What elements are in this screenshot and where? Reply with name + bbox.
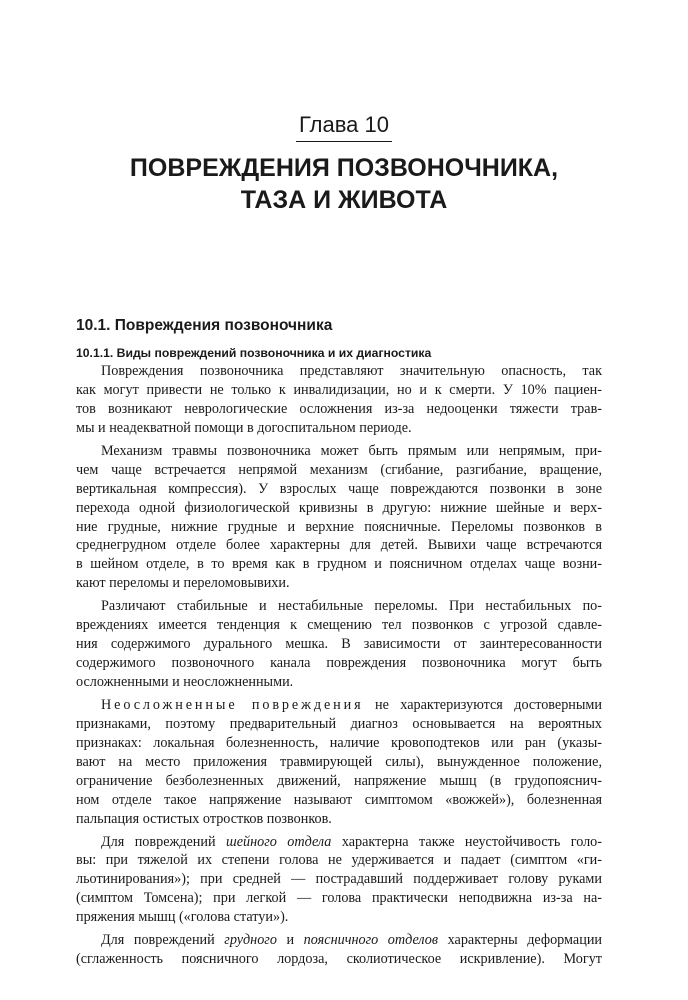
chapter-title-line: ТАЗА И ЖИВОТА — [240, 186, 448, 214]
text-line: пальпация остистых отростков позвонков. — [76, 810, 332, 827]
spaced-emphasis: Неосложненные повреждения — [101, 696, 364, 713]
subsection-heading: 10.1.1. Виды повреждений позвоночника и их диагностика — [76, 346, 432, 360]
paragraph-6 — [76, 931, 602, 969]
text-line: признаках: локальная болезненность, наличие кровоподтеков или ран (указы- — [76, 734, 602, 751]
text-fragment: и — [276, 932, 304, 949]
text-line: Механизм травмы позвоночника может быть прямым или непрямым, при- — [101, 442, 602, 459]
paragraph-1 — [76, 362, 602, 438]
paragraph-3 — [76, 597, 602, 692]
text-line: вертикальная компрессия). У взрослых чаще повреждаются позвонки в зоне — [76, 480, 602, 497]
text-line — [76, 833, 602, 852]
text-line: вы: при тяжелой их степени голова не удерживается и падает (симптом «ги- — [76, 852, 602, 869]
italic-emphasis: грудного — [224, 932, 277, 949]
text-line: как могут привести не только к инвалидизации, но и к смерти. У 10% пациен- — [76, 381, 602, 398]
chapter-title — [0, 152, 688, 216]
text-line: пряжения мышц («голова статуи»). — [76, 909, 289, 926]
text-line: вреждениях имеется тенденция к смещению тел позвонков с угрозой сдавле- — [76, 617, 602, 634]
text-line: льотинирования»); при средней — пострадавший поддерживает голову руками — [76, 871, 602, 888]
section-heading: 10.1. Повреждения позвоночника — [76, 317, 333, 334]
text-line: Различают стабильные и нестабильные переломы. При нестабильных по- — [101, 598, 602, 615]
italic-emphasis: шейного отдела — [226, 833, 332, 850]
text-line: содержимого позвоночного канала повреждения позвоночника могут быть — [76, 655, 602, 672]
text-line: признаками, поэтому предварительный диагноз основывается на вероятных — [76, 715, 602, 732]
paragraph-4 — [76, 696, 602, 829]
chapter-label: Глава 10 — [298, 112, 389, 137]
text-line: среднегрудном отделе более характерны для детей. Вывихи чаще встречаются — [76, 537, 602, 554]
text-line: кают переломы и переломовывихи. — [76, 575, 290, 592]
text-fragment: Для повреждений — [101, 833, 227, 850]
text-fragment: характерна также неустойчивость голо- — [331, 833, 602, 850]
text-line: (сглаженность поясничного лордоза, сколиотическое искривление). Могут — [76, 951, 602, 968]
text-line — [76, 696, 602, 715]
text-line: чем чаще встречается непрямой механизм (сгибание, разгибание, вращение, — [76, 461, 602, 478]
text-line: (симптом Томсена); при легкой — голова практически неподвижна из-за на- — [76, 890, 602, 907]
text-fragment: Для повреждений — [101, 932, 225, 949]
text-line: вают на место приложения травмирующей силы), вынужденное положение, — [76, 753, 602, 770]
italic-emphasis: поясничного отделов — [303, 932, 439, 949]
text-line: в шейном отделе, в то время как в грудном и поясничном отделах чаще возни- — [76, 556, 602, 573]
text-fragment: характерны деформации — [438, 932, 603, 949]
text-line: Повреждения позвоночника представляют значительную опасность, так — [101, 363, 602, 379]
text-line: ном отделе такое напряжение называют симптомом «вожжей»), болезненная — [76, 791, 602, 808]
text-line: ограничение безболезненных движений, напряжение мышц (в грудопояснич- — [76, 772, 602, 789]
text-line: тов возникают неврологические осложнения из-за недооценки тяжести трав- — [76, 400, 602, 417]
chapter-underline — [296, 141, 392, 142]
chapter-title-line: ПОВРЕЖДЕНИЯ ПОЗВОНОЧНИКА, — [129, 154, 559, 182]
text-line: ния содержимого дурального мешка. В зависимости от заинтересованности — [76, 636, 602, 653]
text-line: ние грудные, нижние грудные и верхние поясничные. Переломы позвонков в — [76, 518, 602, 535]
text-fragment: не характеризуются достоверными — [363, 696, 603, 713]
body-text — [76, 362, 602, 969]
text-line: перехода одной физиологической кривизны в другую: нижние шейные и верх- — [76, 499, 602, 516]
paragraph-5 — [76, 833, 602, 928]
text-line: мы и неадекватной помощи в догоспитальном периоде. — [76, 419, 412, 436]
paragraph-2 — [76, 442, 602, 594]
text-line: осложненными и неосложненными. — [76, 674, 294, 690]
text-line — [76, 931, 602, 950]
